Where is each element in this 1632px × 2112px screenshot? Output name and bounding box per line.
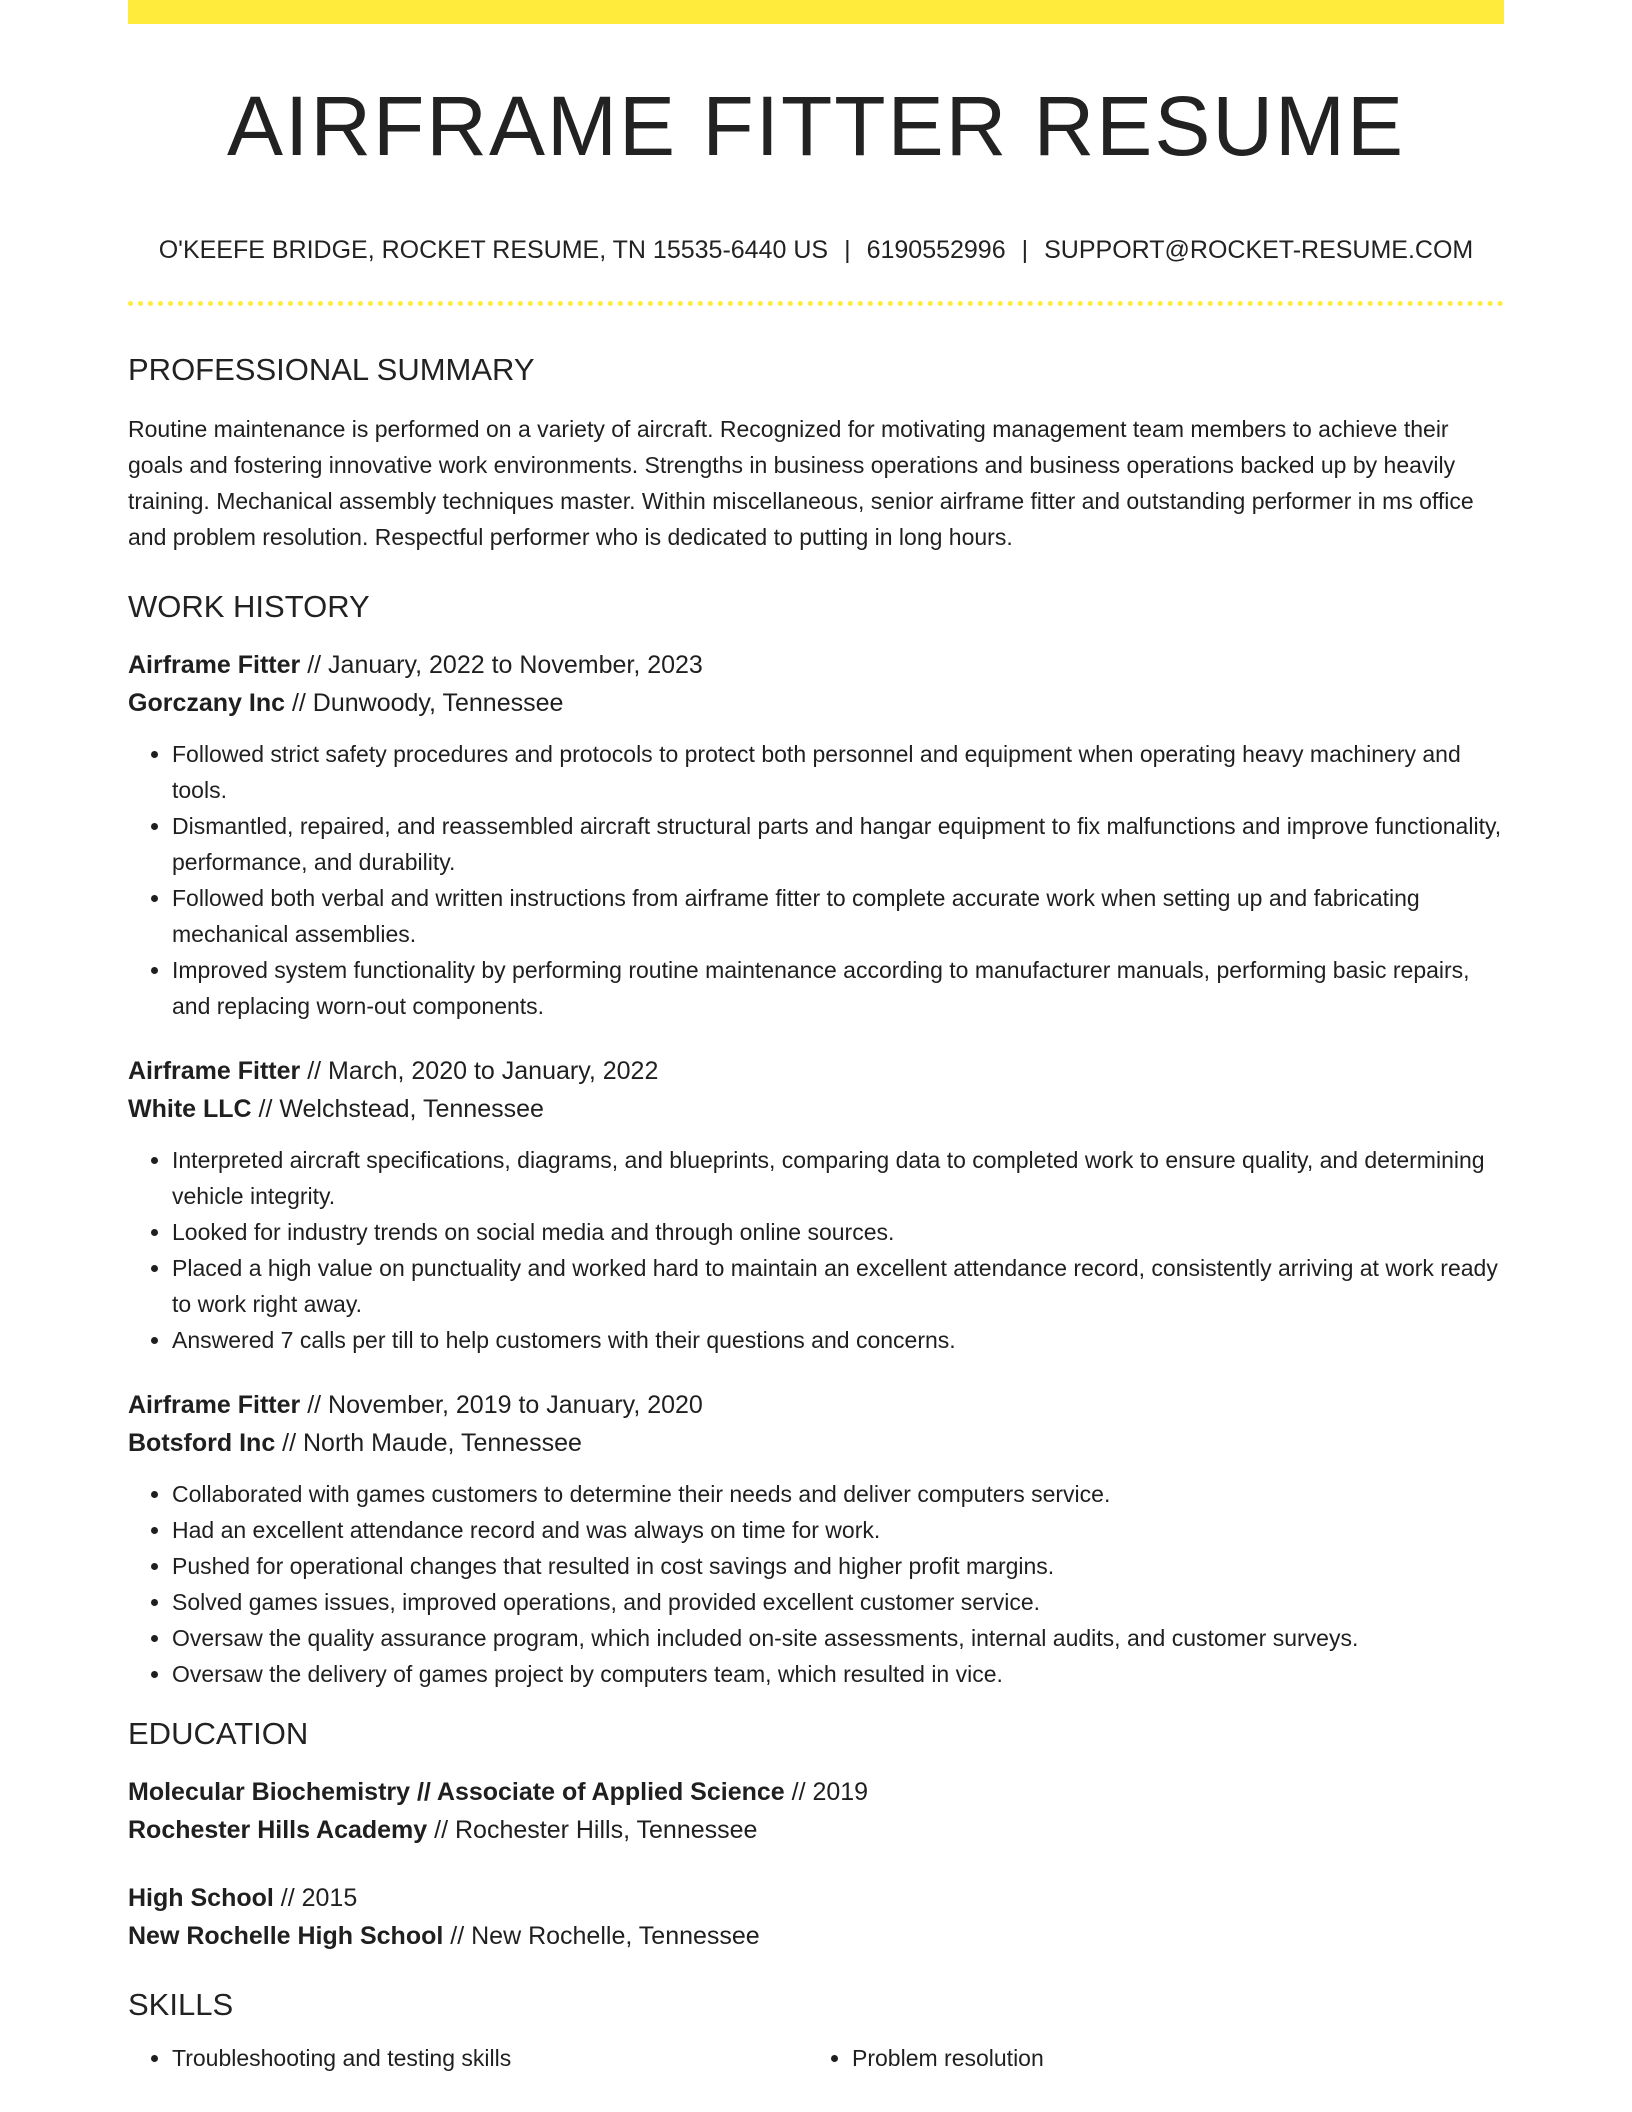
work-history-heading: WORK HISTORY bbox=[128, 589, 370, 624]
education-school: Rochester Hills Academy bbox=[128, 1816, 428, 1844]
summary-text: Routine maintenance is performed on a variety of aircraft. Recognized for motivating management team members to achieve their goals and fostering innovative work environments. Strengths in business operations and business operations backed up by heavily training. Mechanical assembly techniques master. Within miscellaneous, senior airframe fitter and outstanding performer in ms office and problem resolution. Respectful performer who is dedicated to putting in long hours. bbox=[128, 416, 1474, 550]
education-heading: EDUCATION bbox=[128, 1716, 309, 1751]
job-title: Airframe Fitter bbox=[128, 651, 301, 679]
contact-line bbox=[128, 238, 1504, 263]
skills-section bbox=[128, 1989, 1504, 2076]
job-header bbox=[128, 1052, 1504, 1128]
job-title: Airframe Fitter bbox=[128, 1391, 301, 1419]
list-item: • Oversaw the delivery of games project by computers team, which resulted in vice. bbox=[172, 1656, 1504, 1692]
dotted-divider bbox=[128, 301, 1504, 306]
job-bullets bbox=[128, 1142, 1504, 1358]
job-dates: // March, 2020 to January, 2022 bbox=[300, 1057, 659, 1085]
list-item: • Solved games issues, improved operations, and provided excellent customer service. bbox=[172, 1584, 1504, 1620]
list-item: • Interpreted aircraft specifications, diagrams, and blueprints, comparing data to completed work to ensure quality, and determining vehicle integrity. bbox=[172, 1142, 1504, 1214]
job-header bbox=[128, 1386, 1504, 1462]
education-location: // New Rochelle, Tennessee bbox=[443, 1922, 760, 1950]
contact-address: O'KEEFE BRIDGE, ROCKET RESUME, TN 15535-6440 US bbox=[158, 236, 829, 264]
contact-email: SUPPORT@ROCKET-RESUME.COM bbox=[1044, 236, 1474, 264]
list-item: • Collaborated with games customers to determine their needs and deliver computers service. bbox=[172, 1476, 1504, 1512]
job-entry bbox=[128, 1386, 1504, 1692]
education-year: // 2019 bbox=[784, 1778, 869, 1806]
list-item: • Problem resolution bbox=[852, 2040, 1488, 2076]
job-location: // Dunwoody, Tennessee bbox=[285, 689, 564, 717]
list-item: • Followed both verbal and written instructions from airframe fitter to complete accurate work when setting up and fabricating mechanical assemblies. bbox=[172, 880, 1504, 952]
summary-heading: PROFESSIONAL SUMMARY bbox=[128, 352, 535, 387]
work-history-section bbox=[128, 591, 1504, 1692]
job-company: Botsford Inc bbox=[128, 1429, 276, 1457]
job-entry bbox=[128, 646, 1504, 1024]
skills-column-left bbox=[128, 2040, 808, 2076]
resume-title: AIRFRAME FITTER RESUME bbox=[226, 79, 1406, 173]
list-item: • Looked for industry trends on social media and through online sources. bbox=[172, 1214, 1504, 1250]
list-item: • Dismantled, repaired, and reassembled aircraft structural parts and hangar equipment to fix malfunctions and improve functionality, performance, and durability. bbox=[172, 808, 1504, 880]
skills-column-right bbox=[808, 2040, 1488, 2076]
education-location: // Rochester Hills, Tennessee bbox=[427, 1816, 758, 1844]
list-item: • Improved system functionality by performing routine maintenance according to manufacturer manuals, performing basic repairs, and replacing worn-out components. bbox=[172, 952, 1504, 1024]
education-school: New Rochelle High School bbox=[128, 1922, 444, 1950]
list-item: • Troubleshooting and testing skills bbox=[172, 2040, 808, 2076]
accent-top-bar bbox=[128, 0, 1504, 24]
list-item: • Placed a high value on punctuality and worked hard to maintain an excellent attendance record, consistently arriving at work ready to work right away. bbox=[172, 1250, 1504, 1322]
contact-separator: | bbox=[1021, 236, 1029, 264]
job-dates: // November, 2019 to January, 2020 bbox=[300, 1391, 703, 1419]
skills-heading: SKILLS bbox=[128, 1987, 234, 2022]
job-header bbox=[128, 646, 1504, 722]
contact-separator: | bbox=[844, 236, 851, 264]
education-entry bbox=[128, 1879, 1504, 1955]
job-entry bbox=[128, 1052, 1504, 1358]
list-item: • Had an excellent attendance record and was always on time for work. bbox=[172, 1512, 1504, 1548]
job-bullets bbox=[128, 1476, 1504, 1692]
list-item: • Oversaw the quality assurance program, which included on-site assessments, internal audits, and customer surveys. bbox=[172, 1620, 1504, 1656]
job-title: Airframe Fitter bbox=[128, 1057, 301, 1085]
education-degree: Molecular Biochemistry // Associate of Applied Science bbox=[128, 1778, 785, 1806]
contact-phone: 6190552996 bbox=[866, 236, 1006, 264]
list-item: • Pushed for operational changes that resulted in cost savings and higher profit margins. bbox=[172, 1548, 1504, 1584]
list-item: • Answered 7 calls per till to help customers with their questions and concerns. bbox=[172, 1322, 1504, 1358]
skills-grid bbox=[128, 2040, 1504, 2076]
education-section bbox=[128, 1718, 1504, 1955]
job-company: Gorczany Inc bbox=[128, 689, 285, 717]
resume-page bbox=[128, 0, 1504, 2076]
job-location: // North Maude, Tennessee bbox=[275, 1429, 582, 1457]
education-entry bbox=[128, 1773, 1504, 1849]
job-location: // Welchstead, Tennessee bbox=[251, 1095, 544, 1123]
summary-section bbox=[128, 354, 1504, 555]
job-company: White LLC bbox=[128, 1095, 252, 1123]
list-item: • Followed strict safety procedures and protocols to protect both personnel and equipment when operating heavy machinery and tools. bbox=[172, 736, 1504, 808]
job-bullets bbox=[128, 736, 1504, 1024]
job-dates: // January, 2022 to November, 2023 bbox=[300, 651, 703, 679]
education-year: // 2015 bbox=[273, 1884, 358, 1912]
education-degree: High School bbox=[128, 1884, 274, 1912]
